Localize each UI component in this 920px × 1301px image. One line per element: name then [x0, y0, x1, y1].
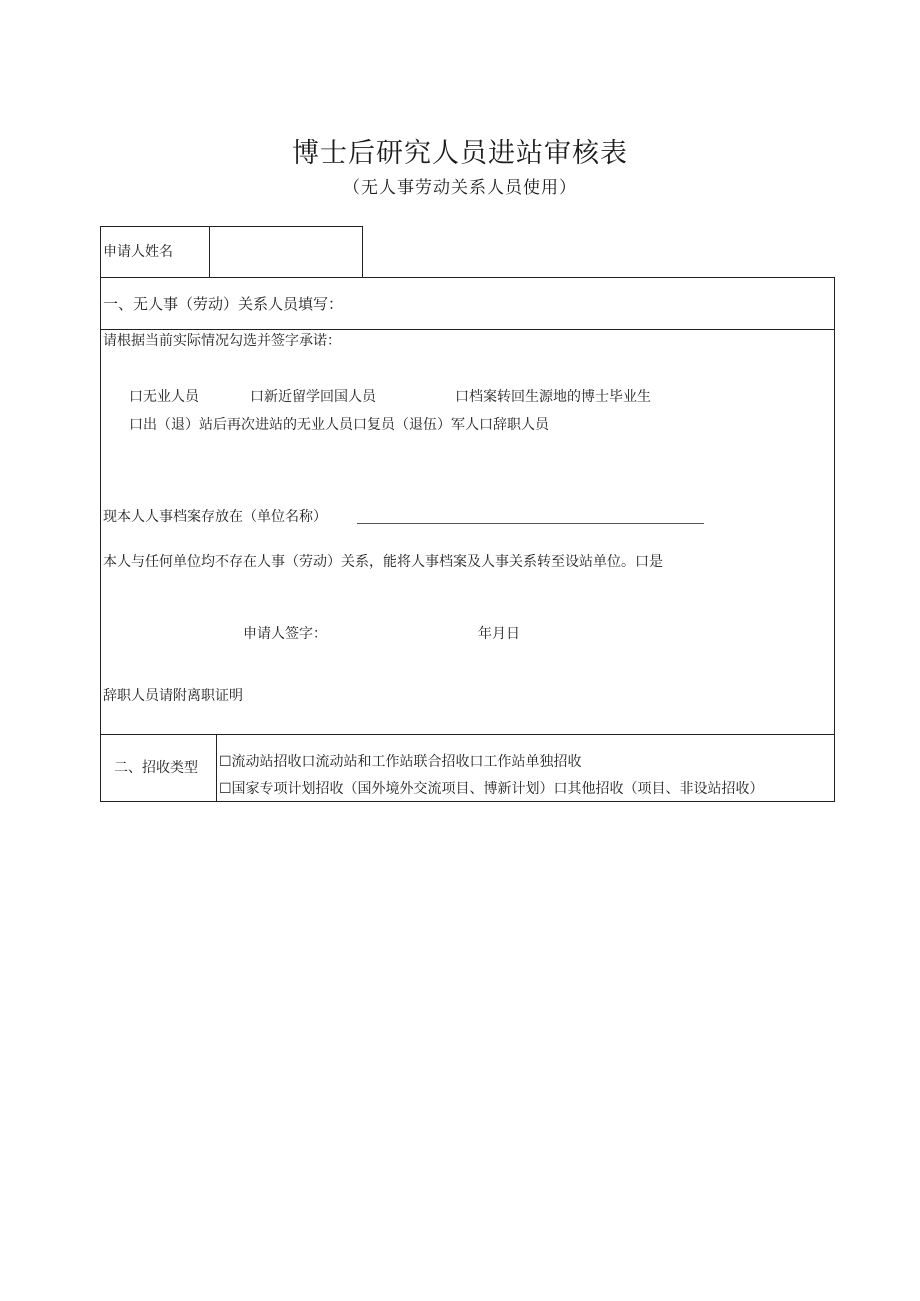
document-title: 博士后研究人员进站审核表: [292, 138, 628, 169]
archive-location-label: 现本人人事档案存放在（单位名称）: [103, 509, 327, 525]
resignation-note: 辞职人员请附离职证明: [103, 688, 243, 704]
declaration-text: 本人与任何单位均不存在人事（劳动）关系，能将人事档案及人事关系转至设站单位。口是: [103, 554, 663, 570]
section1-heading: 一、无人事（劳动）关系人员填写：: [103, 295, 344, 313]
applicant-name-field[interactable]: [214, 228, 359, 276]
section1-instruction: 请根据当前实际情况勾选并签字承诺：: [103, 333, 341, 349]
archive-location-field[interactable]: [357, 505, 704, 523]
section2-heading: 二、招收类型: [114, 760, 198, 776]
recruitment-type-row2[interactable]: ☐国家专项计划招收（国外境外交流项目、博新计划）口其他招收（项目、非设站招收）: [219, 781, 764, 797]
document-subtitle: （无人事劳动关系人员使用）: [343, 178, 577, 198]
option-returned-overseas[interactable]: 口新近留学回国人员: [250, 389, 376, 405]
date-label: 年月日: [478, 626, 520, 642]
options-row2[interactable]: 口出（退）站后再次进站的无业人员口复员（退伍）军人口辞职人员: [129, 417, 549, 433]
option-archive-hometown[interactable]: 口档案转回生源地的博士毕业生: [455, 389, 651, 405]
archive-location-underline: [357, 523, 704, 524]
option-unemployed[interactable]: 口无业人员: [129, 389, 199, 405]
section2-divider: [216, 734, 217, 802]
signature-label: 申请人签字：: [243, 626, 327, 642]
applicant-name-label: 申请人姓名: [103, 244, 173, 260]
name-row-divider: [209, 226, 210, 278]
recruitment-type-row1[interactable]: ☐流动站招收口流动站和工作站联合招收口工作站单独招收: [219, 754, 582, 770]
